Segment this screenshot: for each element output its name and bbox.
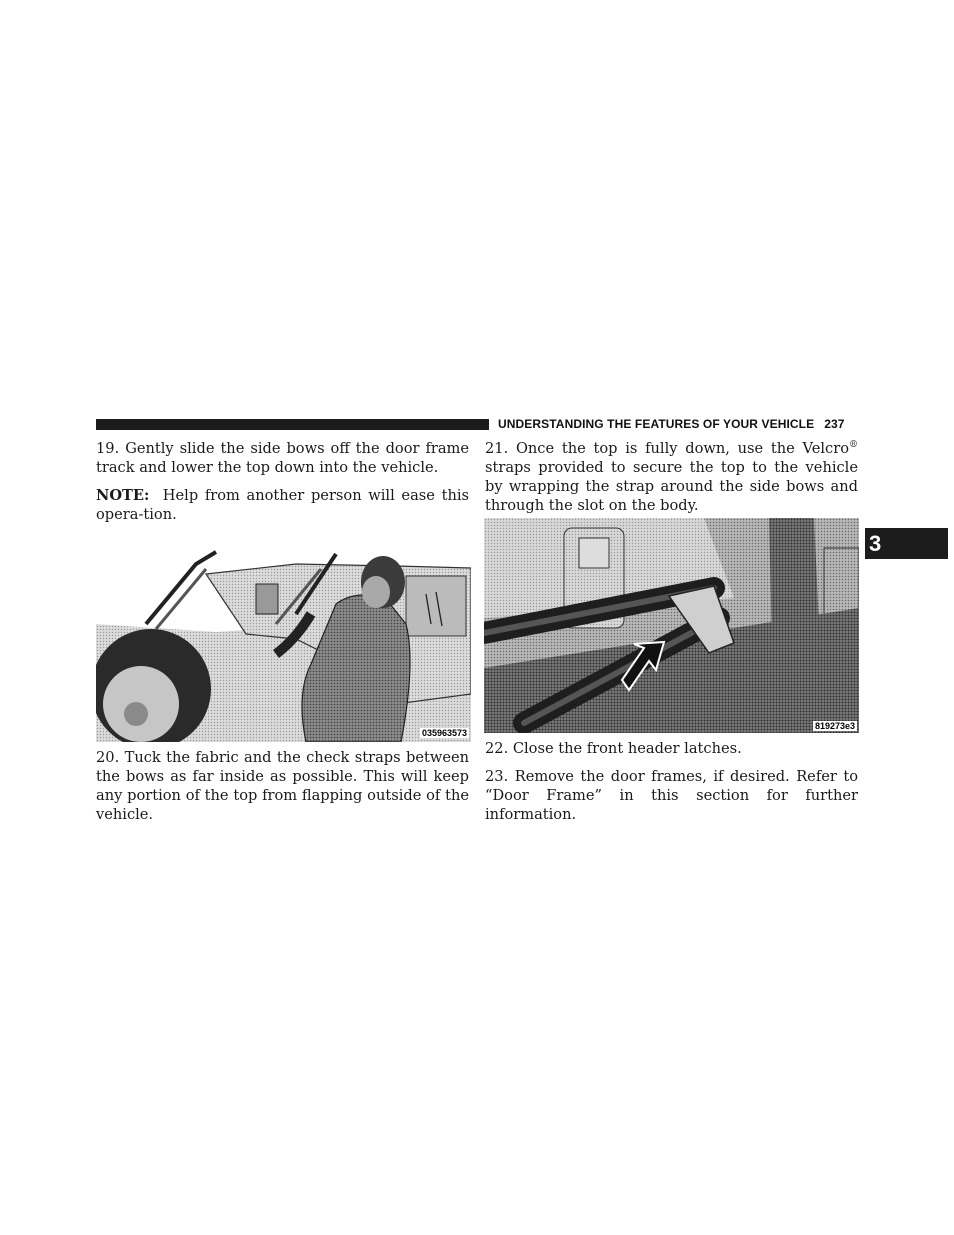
figure-lowering-top-illustration <box>96 544 471 742</box>
step-22: 22. Close the front header latches. <box>485 740 742 757</box>
figure-id-label: 819273e3 <box>814 721 855 731</box>
running-header <box>498 417 845 431</box>
section-title: UNDERSTANDING THE FEATURES OF YOUR VEHICLE <box>498 417 815 431</box>
figure-velcro-strap-photo <box>484 518 859 733</box>
step-19: 19. Gently slide the side bows off the door frame track and lower the top down into the vehicle. <box>96 440 469 476</box>
step-23: 23. Remove the door frames, if desired. Refer to “Door Frame” in this section for further information. <box>485 768 858 823</box>
note <box>96 486 469 524</box>
page-number: 237 <box>824 417 845 431</box>
header-rule <box>96 419 489 430</box>
step-20: 20. Tuck the fabric and the check straps between the bows as far inside as possible. This will keep any portion of the top from flapping outside of the vehicle. <box>96 749 469 823</box>
step-21-text-b: straps provided to secure the top to the vehicle by wrapping the strap around the side bows and through the slot on the body. <box>485 459 858 514</box>
velcro-strap-illustration <box>484 518 859 733</box>
figure-id-label: 035963573 <box>421 728 467 738</box>
note-label: NOTE: <box>96 487 150 504</box>
note-text: Help from another person will ease this opera-tion. <box>96 487 469 523</box>
lowering-top-illustration <box>96 544 471 742</box>
step-21 <box>485 439 858 515</box>
step-21-text-a: 21. Once the top is fully down, use the Velcro <box>485 440 849 457</box>
chapter-tab: 3 <box>865 528 948 559</box>
registered-mark: ® <box>849 440 858 451</box>
